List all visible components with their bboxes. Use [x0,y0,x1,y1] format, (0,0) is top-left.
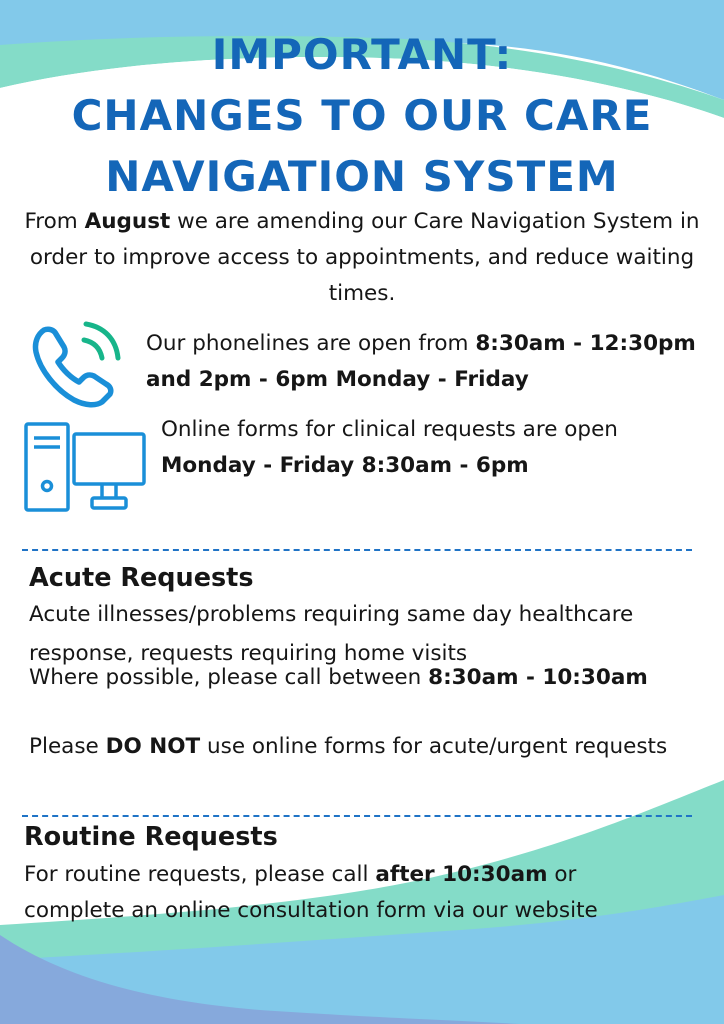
acute-warning-emphasis: DO NOT [105,734,201,759]
online-forms-text [161,412,716,484]
acute-call-before: Where possible, please call between [29,665,429,690]
phone-hours-times: 8:30am - 12:30pm and 2pm - 6pm Monday - Friday [146,331,696,392]
phone-hours-text [146,326,706,398]
acute-warning-after: use online forms for acute/urgent requests [200,734,668,759]
title-line-3: NAVIGATION SYSTEM [105,152,619,201]
routine-before: For routine requests, please call [24,862,376,887]
intro-before: From [24,209,85,234]
acute-call-hours: 8:30am - 10:30am [428,665,648,690]
acute-requests-heading: Acute Requests [29,563,254,593]
online-forms-times: Monday - Friday 8:30am - 6pm [161,453,529,478]
phone-handset [35,329,110,405]
phone-icon [30,318,122,410]
phone-wave-small [84,340,102,358]
intro-month: August [84,209,171,234]
acute-description: Acute illnesses/problems requiring same day healthcare response, requests requiring home visits [29,602,634,666]
title-line-2: CHANGES TO OUR CARE [71,91,653,140]
divider [22,815,692,817]
online-forms-before: Online forms for clinical requests are open [161,417,618,442]
phone-hours-before: Our phonelines are open from [146,331,476,356]
title-line-1: IMPORTANT: [211,30,513,79]
routine-description [24,857,664,929]
acute-warning [29,729,689,765]
computer-icon [24,420,148,514]
monitor-stand [92,498,126,508]
acute-warning-before: Please [29,734,106,759]
divider [22,549,692,551]
routine-time: after 10:30am [375,862,548,887]
intro-after: we are amending our Care Navigation System in order to improve access to appointments, and reduce waiting times. [29,209,700,306]
computer-monitor [74,434,144,484]
routine-after: or complete an online consultation form via our website [24,862,598,923]
page-title [0,24,724,207]
tower-button [43,482,52,491]
acute-call-times [29,660,689,696]
routine-requests-heading: Routine Requests [24,822,278,852]
intro-text [6,204,718,312]
